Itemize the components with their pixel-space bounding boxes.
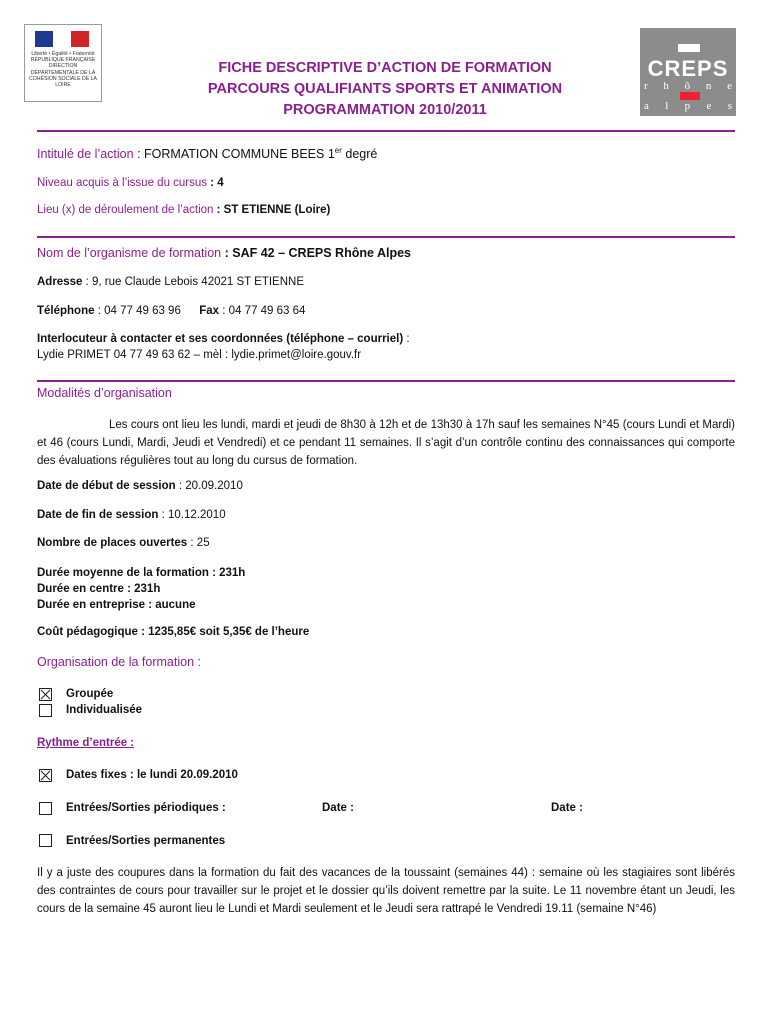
date-fin: Date de fin de session : 10.12.2010	[37, 509, 226, 521]
label-permanentes: Entrées/Sorties permanentes	[66, 835, 226, 847]
creps-rhone: r h ô n e	[644, 80, 732, 92]
footer-note: Il y a juste des coupures dans la formation du fait des vacances de la toussaint (semaines 44) : semaine où les stagiaires sont libérés des contraintes de cours pour travailler sur le projet et le dossier qu’ils doivent remettre par la suite. Le 11 novembre étant un Jeudi, les cours de la semaine 45 auront lieu le Lundi et Mardi seulement et le Jeudi sera rattrapé le Vendredi 19.11 (semaine N°46)	[37, 867, 735, 915]
divider	[37, 236, 735, 238]
rythme-heading: Rythme d’entrée :	[37, 737, 135, 749]
intitule-line: Intitulé de l’action : FORMATION COMMUNE BEES 1er degré	[37, 146, 378, 162]
french-flag-icon	[35, 31, 89, 47]
modalites-heading: Modalités d’organisation	[37, 386, 172, 400]
creps-alpes: a l p e s	[644, 100, 732, 112]
prefecture-logo-text: Liberté • Égalité • Fraternité RÉPUBLIQUE FRANÇAISE DIRECTION DÉPARTEMENTALE DE LA COHÉSION SOCIALE DE LA LOIRE	[28, 51, 98, 89]
telephone-line: Téléphone : 04 77 49 63 96 Fax : 04 77 49 63 64	[37, 305, 306, 317]
label-individualisee: Individualisée	[66, 704, 143, 716]
cout-pedagogique: Coût pédagogique : 1235,85€ soit 5,35€ de l’heure	[37, 626, 310, 638]
label-groupee: Groupée	[66, 688, 114, 700]
date-label-2: Date :	[551, 802, 583, 814]
date-debut: Date de début de session : 20.09.2010	[37, 480, 243, 492]
page-title: FICHE DESCRIPTIVE D’ACTION DE FORMATION PARCOURS QUALIFIANTS SPORTS ET ANIMATION PROGRAMMATION 2010/2011	[207, 60, 563, 118]
durees: Durée moyenne de la formation : 231h Durée en centre : 231h Durée en entreprise : aucune	[37, 567, 246, 611]
lieu-line: Lieu (x) de déroulement de l’action : ST ETIENNE (Loire)	[37, 204, 331, 216]
divider	[37, 130, 735, 132]
creps-logo: CREPS r h ô n e a l p e s	[640, 28, 736, 116]
interlocuteur-label: Interlocuteur à contacter et ses coordonnées (téléphone – courriel) :	[37, 333, 410, 345]
label-periodiques: Entrées/Sorties périodiques :	[66, 802, 226, 814]
checkbox-periodiques[interactable]	[39, 802, 52, 815]
interlocuteur-value: Lydie PRIMET 04 77 49 63 62 – mèl : lydie.primet@loire.gouv.fr	[37, 349, 362, 361]
checkbox-dates-fixes[interactable]	[39, 769, 52, 782]
adresse-line: Adresse : 9, rue Claude Lebois 42021 ST ETIENNE	[37, 276, 305, 288]
date-label-1: Date :	[322, 802, 354, 814]
checkbox-groupee[interactable]	[39, 688, 52, 701]
checkbox-permanentes[interactable]	[39, 834, 52, 847]
organisme-line: Nom de l’organisme de formation : SAF 42 – CREPS Rhône Alpes	[37, 246, 411, 260]
organisation-heading: Organisation de la formation :	[37, 655, 201, 669]
divider	[37, 380, 735, 382]
label-dates-fixes: Dates fixes : le lundi 20.09.2010	[66, 769, 238, 781]
places: Nombre de places ouvertes : 25	[37, 537, 210, 549]
checkbox-individualisee[interactable]	[39, 704, 52, 717]
modalites-paragraph: Les cours ont lieu les lundi, mardi et jeudi de 8h30 à 12h et de 13h30 à 17h sauf les semaines N°45 (cours Lundi et Mardi) et 46 (cours Lundi, Mardi, Jeudi et Vendredi) et ce pendant 11 semaines. Il s’agit d’un contrôle continu des connaissances qui comporte des évaluations régulières tout au long du cursus de formation.	[37, 419, 735, 467]
niveau-line: Niveau acquis à l’issue du cursus : 4	[37, 177, 224, 189]
prefecture-logo	[24, 24, 102, 102]
